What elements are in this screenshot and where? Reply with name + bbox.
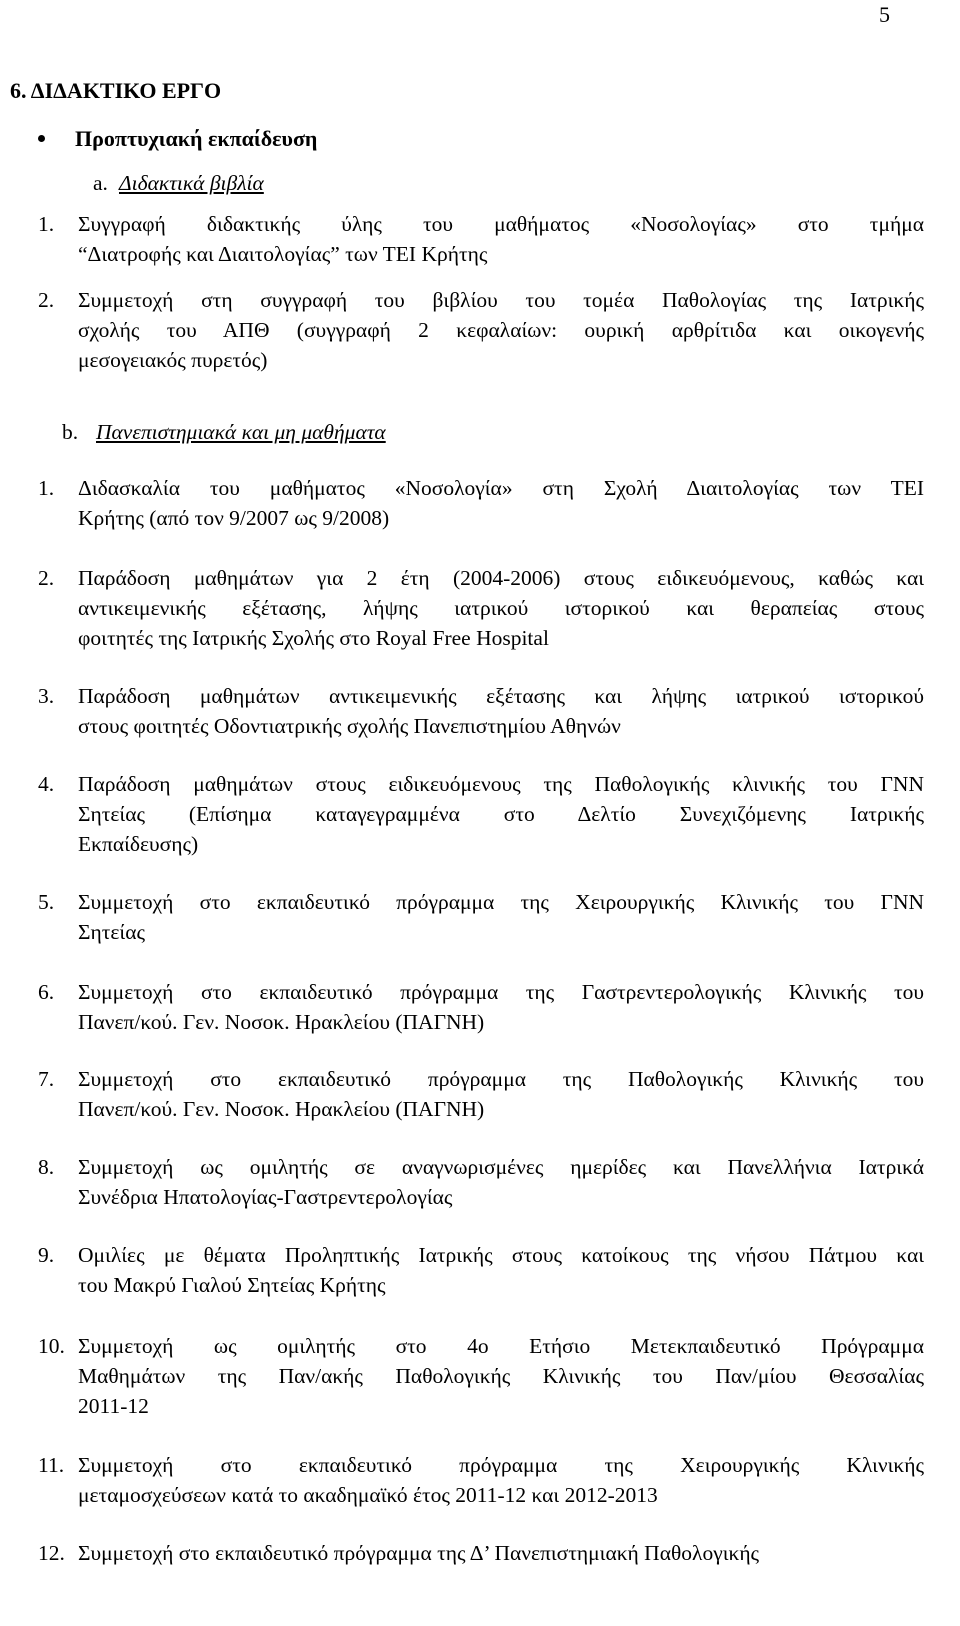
- text-line: σχολής του ΑΠΘ (συγγραφή 2 κεφαλαίων: ουρική αρθρίτιδα και οικογενής: [78, 318, 924, 342]
- list-item-number: 5.: [38, 890, 55, 914]
- list-item-text: [78, 769, 924, 859]
- text-line: “Διατροφής και Διαιτολογίας” των ΤΕΙ Κρήτης: [78, 242, 488, 266]
- list-item-text: [78, 285, 924, 375]
- subsection-b-mark: b.: [62, 420, 79, 444]
- text-line: μεσογειακός πυρετός): [78, 348, 268, 372]
- list-item-text: [78, 563, 924, 653]
- text-line: Συμμετοχή ως ομιλητής στο 4ο Ετήσιο Μετεκπαιδευτικό Πρόγραμμα: [78, 1334, 924, 1358]
- text-line: στους φοιτητές Οδοντιατρικής σχολής Πανεπιστημίου Αθηνών: [78, 714, 621, 738]
- text-line: Συμμετοχή στο εκπαιδευτικό πρόγραμμα της Δ’ Πανεπιστημιακή Παθολογικής: [78, 1541, 760, 1565]
- list-item-number: 2.: [38, 288, 55, 312]
- list-item: [38, 1064, 924, 1124]
- subsection-b-label: Πανεπιστημιακά και μη μαθήματα: [96, 420, 386, 444]
- list-item: [38, 887, 924, 947]
- list-item: [38, 769, 924, 859]
- list-item-text: [78, 887, 924, 947]
- text-line: Μαθημάτων της Παν/ακής Παθολογικής Κλινικής του Παν/μίου Θεσσαλίας: [78, 1364, 924, 1388]
- text-line: Παράδοση μαθημάτων στους ειδικευόμενους της Παθολογικής κλινικής του ΓΝΝ: [78, 772, 924, 796]
- list-item-number: 8.: [38, 1155, 55, 1179]
- list-item-number: 9.: [38, 1243, 55, 1267]
- text-line: 2011-12: [78, 1394, 149, 1418]
- list-item-number: 10.: [38, 1334, 65, 1358]
- subsection-b: [62, 417, 386, 447]
- list-item: [38, 563, 924, 653]
- text-line: Παράδοση μαθημάτων αντικειμενικής εξέτασης και λήψης ιατρικού ιστορικού: [78, 684, 924, 708]
- text-line: Πανεπ/κού. Γεν. Νοσοκ. Ηρακλείου (ΠΑΓΝΗ): [78, 1010, 485, 1034]
- list-item-text: [78, 1152, 924, 1212]
- list-item-number: 7.: [38, 1067, 55, 1091]
- text-line: Ομιλίες με θέματα Προληπτικής Ιατρικής στους κατοίκους της νήσου Πάτμου και: [78, 1243, 924, 1267]
- list-item-text: [78, 1538, 924, 1568]
- list-item: [38, 1240, 924, 1300]
- list-item: [38, 1152, 924, 1212]
- list-item-text: [78, 1331, 924, 1421]
- text-line: του Μακρύ Γιαλού Σητείας Κρήτης: [78, 1273, 386, 1297]
- page-number: 5: [879, 2, 890, 27]
- list-item-number: 3.: [38, 684, 55, 708]
- bullet-label: Προπτυχιακή εκπαίδευση: [75, 126, 318, 151]
- text-line: Συμμετοχή στο εκπαιδευτικό πρόγραμμα της Χειρουργικής Κλινικής του ΓΝΝ: [78, 890, 924, 914]
- list-item-number: 6.: [38, 980, 55, 1004]
- list-item-number: 11.: [38, 1453, 65, 1477]
- subsection-a-label: Διδακτικά βιβλία: [119, 171, 264, 195]
- list-item-text: [78, 1064, 924, 1124]
- list-item: [38, 473, 924, 533]
- list-item: [38, 977, 924, 1037]
- list-item: [38, 1538, 924, 1568]
- text-line: Παράδοση μαθημάτων για 2 έτη (2004-2006) στους ειδικευόμενους, καθώς και: [78, 566, 924, 590]
- text-line: Πανεπ/κού. Γεν. Νοσοκ. Ηρακλείου (ΠΑΓΝΗ): [78, 1097, 485, 1121]
- section-title: 6. ΔΙΔΑΚΤΙΚΟ ΕΡΓΟ: [10, 78, 222, 103]
- text-line: Σητείας: [78, 920, 145, 944]
- list-item-number: 12.: [38, 1541, 65, 1565]
- text-line: Συμμετοχή στο εκπαιδευτικό πρόγραμμα της Χειρουργικής Κλινικής: [78, 1453, 924, 1477]
- text-line: Κρήτης (από τον 9/2007 ως 9/2008): [78, 506, 390, 530]
- text-line: Συνέδρια Ηπατολογίας-Γαστρεντερολογίας: [78, 1185, 453, 1209]
- list-item: [38, 285, 924, 375]
- bullet-icon: [38, 135, 45, 142]
- text-line: Συμμετοχή στο εκπαιδευτικό πρόγραμμα της Παθολογικής Κλινικής του: [78, 1067, 924, 1091]
- list-item-text: [78, 473, 924, 533]
- list-item-number: 2.: [38, 566, 55, 590]
- list-item-number: 1.: [38, 212, 55, 236]
- list-item-text: [78, 1240, 924, 1300]
- subsection-a: [93, 168, 264, 198]
- list-item-text: [78, 1450, 924, 1510]
- list-item-text: [78, 681, 924, 741]
- bullet-heading: [38, 124, 317, 154]
- text-line: Σητείας (Επίσημα καταγεγραμμένα στο Δελτίο Συνεχιζόμενης Ιατρικής: [78, 802, 924, 826]
- list-item: [38, 1450, 924, 1510]
- list-item-number: 1.: [38, 476, 55, 500]
- subsection-a-mark: a.: [93, 171, 108, 195]
- list-item: [38, 681, 924, 741]
- text-line: φοιτητές της Ιατρικής Σχολής στο Royal Free Hospital: [78, 626, 549, 650]
- text-line: αντικειμενικής εξέτασης, λήψης ιατρικού ιστορικού και θεραπείας στους: [78, 596, 924, 620]
- text-line: μεταμοσχεύσεων κατά το ακαδημαϊκό έτος 2011-12 και 2012-2013: [78, 1483, 658, 1507]
- list-item-number: 4.: [38, 772, 55, 796]
- text-line: Συμμετοχή στο εκπαιδευτικό πρόγραμμα της Γαστρεντερολογικής Κλινικής του: [78, 980, 924, 1004]
- text-line: Εκπαίδευσης): [78, 832, 199, 856]
- text-line: Συμμετοχή ως ομιλητής σε αναγνωρισμένες ημερίδες και Πανελλήνια Ιατρικά: [78, 1155, 924, 1179]
- list-item-text: [78, 977, 924, 1037]
- text-line: Συμμετοχή στη συγγραφή του βιβλίου του τομέα Παθολογίας της Ιατρικής: [78, 288, 924, 312]
- list-item: [38, 1331, 924, 1421]
- list-item: [38, 209, 924, 269]
- text-line: Συγγραφή διδακτικής ύλης του μαθήματος «Νοσολογίας» στο τμήμα: [78, 212, 924, 236]
- list-item-text: [78, 209, 924, 269]
- text-line: Διδασκαλία του μαθήματος «Νοσολογία» στη Σχολή Διαιτολογίας των ΤΕΙ: [78, 476, 924, 500]
